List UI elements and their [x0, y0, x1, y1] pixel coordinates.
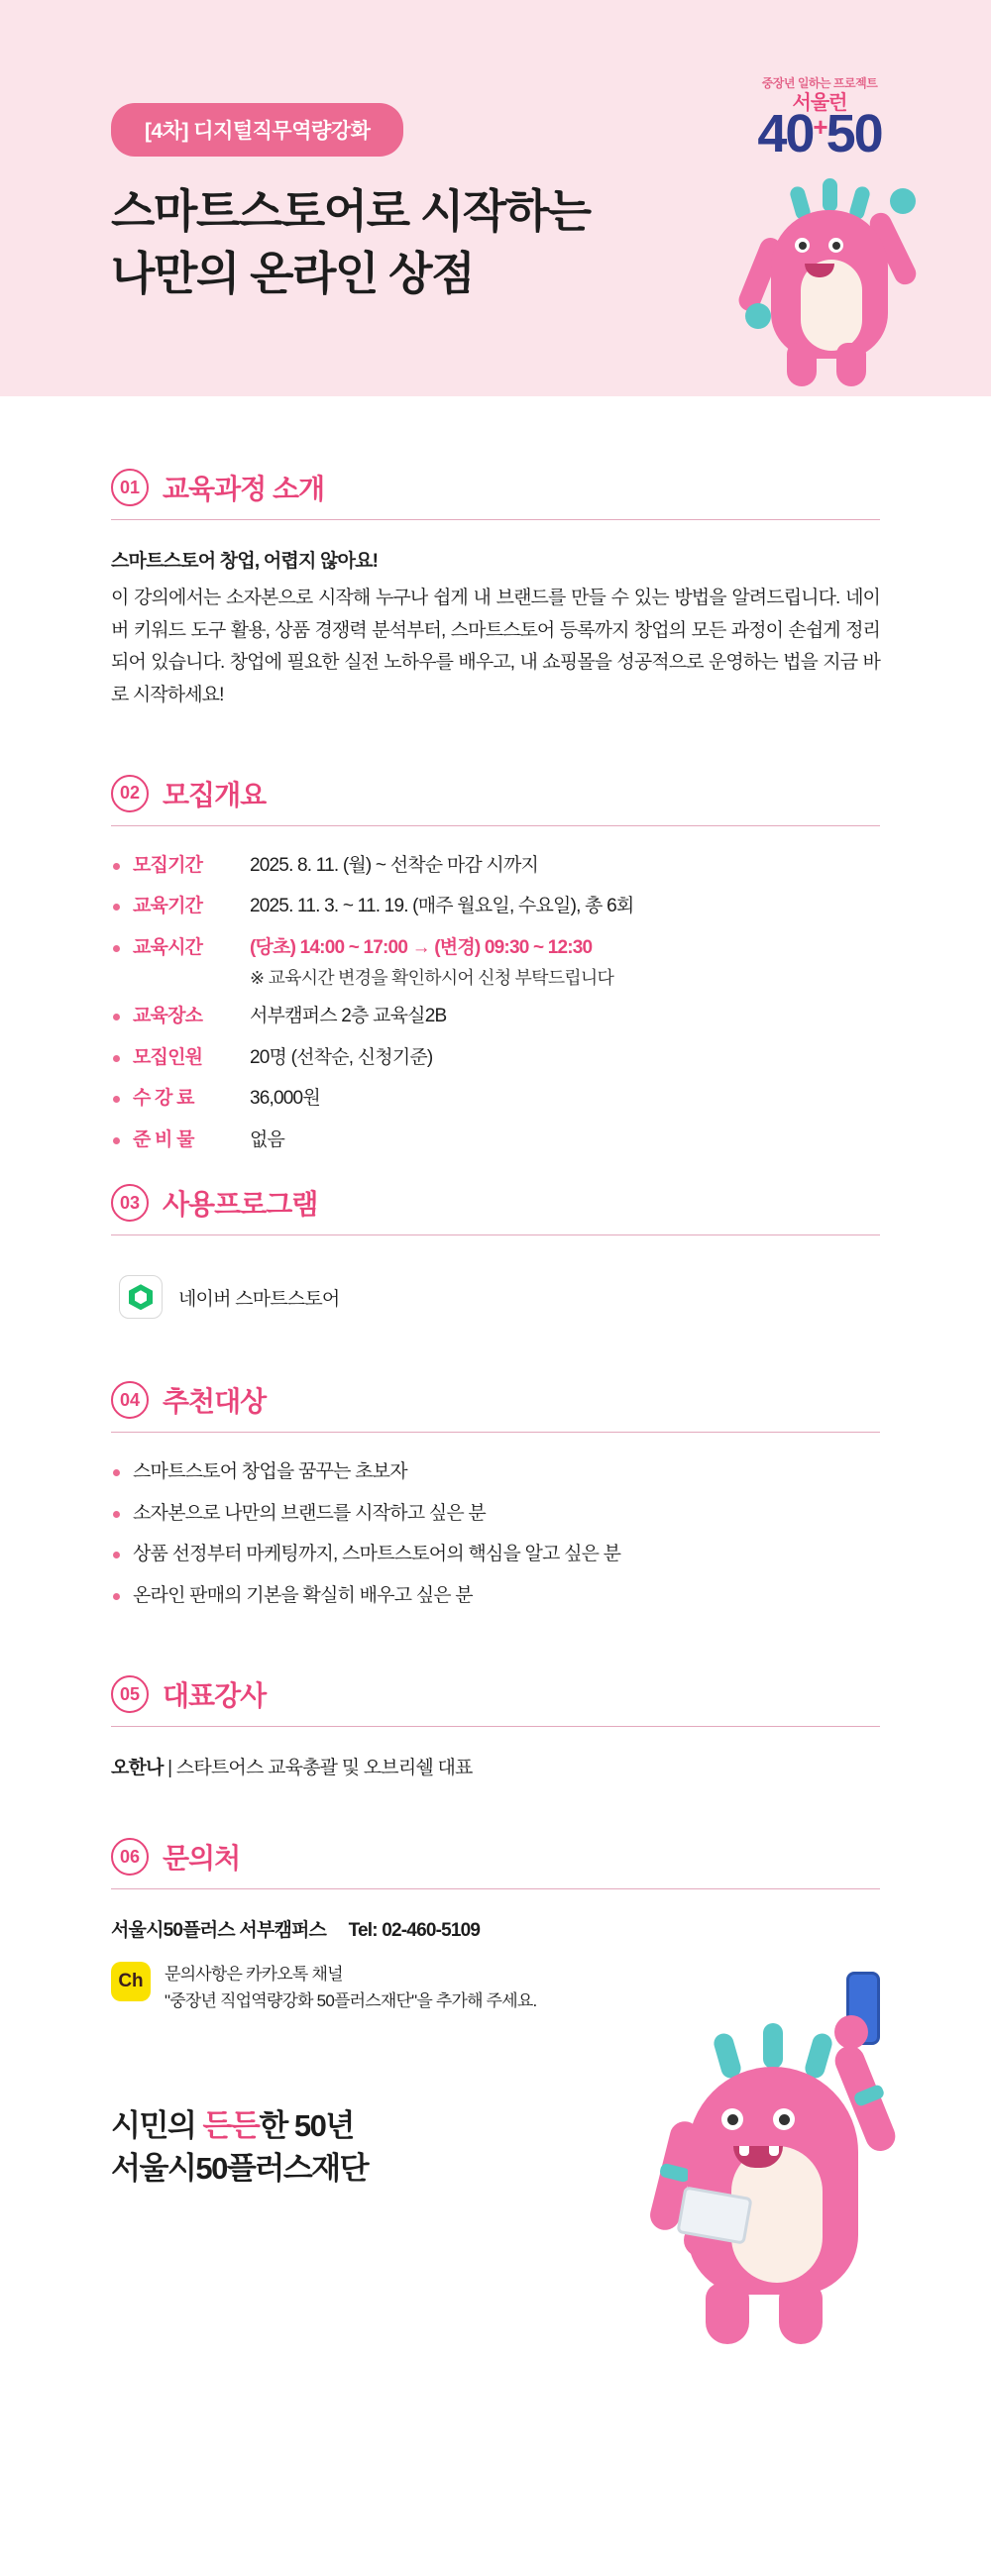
section-number: 02 — [111, 775, 149, 812]
section-title: 문의처 — [163, 1843, 241, 1875]
program-label: 네이버 스마트스토어 — [178, 1288, 340, 1310]
intro-body: 이 강의에서는 소자본으로 시작해 누구나 쉽게 내 브랜드를 만들 수 있는 방법을 알려드립니다. 네이버 키워드 도구 활용, 상품 경쟁력 분석부터, 스마트스토어 등록까지 창업의 모든 과정이 손쉽게 정리되어 있습니다. 창업에 필요한 실전 노하우를 배우고, 내 쇼핑몰을 성공적으로 운영하는 법을 지금 바로 시작하세요! — [111, 588, 880, 706]
list-item: 소자본으로 나만의 브랜드를 시작하고 싶은 분 — [111, 1500, 880, 1529]
mascot-hand — [834, 2015, 868, 2049]
section-divider — [111, 825, 880, 826]
section-header — [111, 1380, 880, 1432]
kakao-line-2: "중장년 직업역량강화 50플러스재단"을 추가해 주세요. — [165, 1990, 537, 2010]
section-number: 05 — [111, 1675, 149, 1713]
section-divider — [111, 1888, 880, 1889]
section-divider — [111, 1726, 880, 1727]
section-title: 사용프로그램 — [163, 1189, 318, 1221]
mascot-leg — [706, 2283, 749, 2344]
title-line-1: 스마트스토어로 시작하는 — [111, 185, 591, 237]
contact-organization: 서울시50플러스 서부캠퍼스 — [111, 1920, 327, 1942]
logo-number-40: 40 — [757, 104, 814, 163]
row-key: 모집기간 — [133, 854, 203, 876]
poster-footer — [0, 2105, 991, 2260]
row-value: 2025. 11. 3. ~ 11. 19. (매주 월요일, 수요일), 총 6회 — [250, 896, 634, 917]
row-key: 교육장소 — [133, 1006, 203, 1027]
section-number: 06 — [111, 1838, 149, 1876]
list-item: 스마트스토어 창업을 꿈꾸는 초보자 — [111, 1458, 880, 1487]
list-item: 온라인 판매의 기본을 확실히 배우고 싶은 분 — [111, 1582, 880, 1611]
row-key: 수 강 료 — [133, 1088, 194, 1110]
row-key: 교육시간 — [133, 936, 203, 958]
list-item — [111, 1003, 880, 1031]
logo-plus: + — [813, 112, 826, 142]
footer-slogan-highlight: 든든 — [202, 2107, 260, 2143]
row-key: 교육기간 — [133, 896, 203, 917]
schedule-change-note: ※ 교육시간 변경을 확인하시어 신청 부탁드립니다 — [250, 968, 614, 989]
row-key: 모집인원 — [133, 1046, 203, 1068]
section-title: 교육과정 소개 — [163, 474, 325, 504]
kakao-channel-text — [165, 1962, 536, 2014]
mascot-hand — [890, 188, 916, 214]
list-item — [111, 1085, 880, 1114]
mascot-leg — [836, 343, 866, 386]
course-category-badge: [4차] 디지털직무역량강화 — [111, 103, 403, 157]
contact-phone[interactable]: Tel: 02-460-5109 — [348, 1920, 481, 1942]
page-title — [111, 180, 591, 306]
lecturer-desc: | 스타트어스 교육총괄 및 오브리쉘 대표 — [167, 1758, 473, 1779]
section-number: 04 — [111, 1381, 149, 1419]
mascot-leg — [787, 343, 817, 386]
kakao-line-1: 문의사항은 카카오톡 채널 — [165, 1965, 343, 1985]
footer-slogan-line-1 — [111, 2105, 880, 2148]
recruitment-list-2 — [111, 1003, 880, 1154]
section-number: 03 — [111, 1184, 149, 1222]
row-value: (당초) 14:00 ~ 17:00 → (변경) 09:30 ~ 12:30 — [250, 936, 593, 958]
logo-brand: 서울런 — [792, 92, 847, 114]
section-header — [111, 774, 880, 825]
program-item — [111, 1261, 880, 1319]
section-number: 01 — [111, 469, 149, 506]
mascot-eye — [795, 238, 810, 253]
logo-number-50: 50 — [826, 104, 882, 163]
row-value: 서부캠퍼스 2층 교육실2B — [250, 1006, 447, 1027]
list-item — [111, 1044, 880, 1073]
kakao-channel-icon: Ch — [111, 1962, 151, 2001]
lecturer-line — [111, 1753, 880, 1779]
row-value: 36,000원 — [250, 1088, 320, 1110]
list-item — [111, 893, 880, 921]
mascot-horn-icon — [763, 2023, 783, 2069]
section-lecturer — [111, 1623, 880, 1779]
mascot-illustration-header — [731, 164, 930, 392]
naver-smartstore-icon — [119, 1275, 163, 1319]
section-title: 추천대상 — [163, 1386, 267, 1418]
section-program — [111, 1167, 880, 1319]
section-divider — [111, 1432, 880, 1433]
mascot-leg — [779, 2283, 823, 2344]
section-header — [111, 1837, 880, 1888]
seoul-5060-logo — [725, 76, 914, 163]
list-item — [111, 934, 880, 963]
row-key: 준 비 물 — [133, 1128, 194, 1150]
intro-lead: 스마트스토어 창업, 어렵지 않아요! — [111, 551, 379, 572]
section-header — [111, 1183, 880, 1234]
contact-line — [111, 1915, 880, 1942]
mascot-eye — [828, 238, 843, 253]
list-item — [111, 1127, 880, 1155]
mascot-hand — [745, 303, 771, 329]
section-course-intro — [111, 396, 880, 712]
row-value: 20명 (선착순, 신청기준) — [250, 1046, 433, 1068]
section-recruitment — [111, 712, 880, 1155]
poster-header — [0, 0, 991, 396]
row-value: 2025. 8. 11. (월) ~ 선착순 마감 시까지 — [250, 854, 539, 876]
logo-number — [725, 104, 914, 163]
footer-slogan-part-1: 시민의 — [111, 2107, 203, 2143]
section-header — [111, 1674, 880, 1726]
footer-organization: 서울시50플러스재단 — [111, 2150, 369, 2186]
section-divider — [111, 519, 880, 520]
recruitment-list — [111, 852, 880, 963]
logo-slogan: 중장년 일하는 프로젝트 — [761, 76, 878, 90]
section-title: 모집개요 — [163, 779, 267, 810]
mascot-horn-icon — [823, 178, 837, 212]
poster-content — [0, 396, 991, 2014]
target-audience-list — [111, 1458, 880, 1610]
section-title: 대표강사 — [163, 1680, 267, 1712]
footer-slogan-part-2: 한 50년 — [259, 2107, 354, 2143]
row-value: 없음 — [250, 1128, 285, 1150]
lecturer-name: 오한나 — [111, 1758, 164, 1779]
section-header — [111, 468, 880, 519]
list-item: 상품 선정부터 마케팅까지, 스마트스토어의 핵심을 알고 싶은 분 — [111, 1541, 880, 1569]
list-item — [111, 852, 880, 881]
title-line-2: 나만의 온라인 상점 — [111, 248, 475, 300]
section-target-audience — [111, 1319, 880, 1610]
section-divider — [111, 1234, 880, 1235]
